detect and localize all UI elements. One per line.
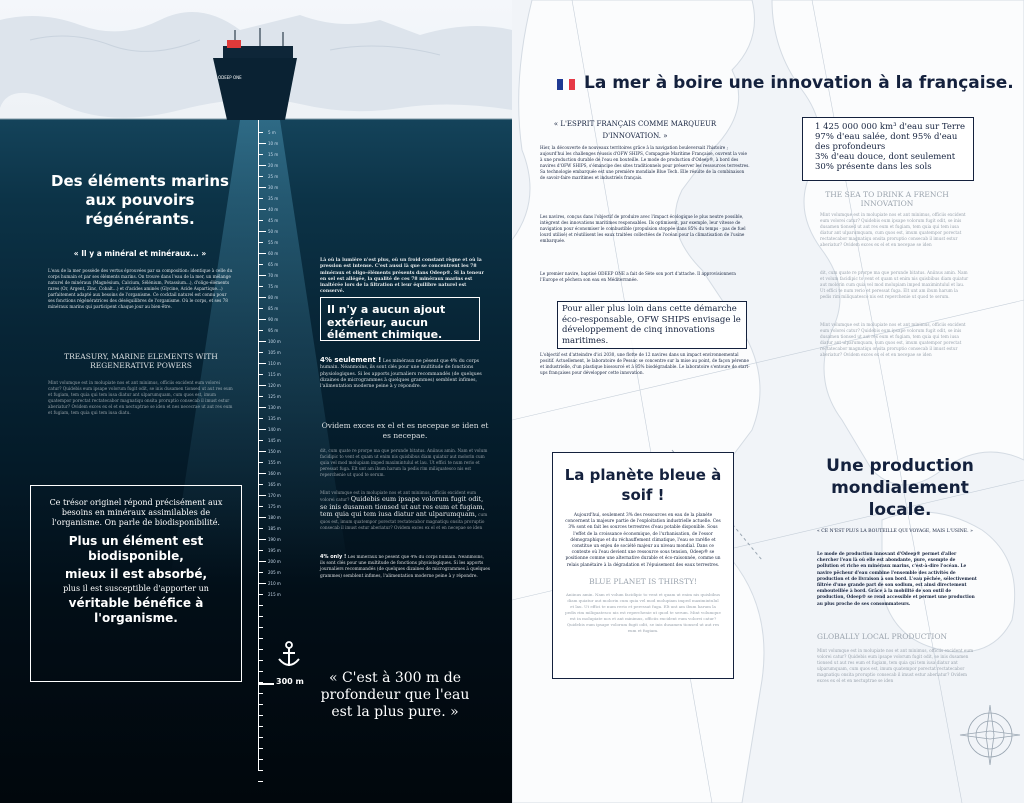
biodisponibility-box (30, 485, 242, 682)
depth-tick-label: 135 m (268, 416, 281, 421)
depth-tick (258, 165, 266, 166)
planet-text: Aujourd'hui, seulement 3% des ressources en eau de la planète concernent la majeure partie de l'exploitation industrielle actuelle. Ces 3% sont en fait les sources terrestres d'eau potable disponible. Sous l'effet de la croissance économique, de l'urbanisation, de l'essor démographique et du réchauffement climatique, l'eau se raréfie et constitue un enjeu de société majeur au niveau mondial. Dans ce contexte où l'eau devient une ressource sous tension, Odeep® se positionne comme une alternative durable et éco-raisonnée, comme un relais planétaire à la dégradation et l'épuisement des eaux terrestres. (565, 513, 721, 568)
stat-item: 97% d'eau salée, dont 95% d'eau des profondeurs (815, 132, 958, 152)
right-text4: L'objectif est d'atteindre d'ici 2030, une flotte de 12 navires dans un impact environnemental positif. Actuellement, le laboratoire de Pessac se concentre sur la mise au point, de façon pérenne et industrielle, d'un plastique biosourcé et à 85% biodégradable. Le laboratoire s'entoure de start-ups françaises pour développer cette innovation. (540, 352, 750, 375)
depth-label: 300 m (276, 677, 304, 686)
depth-tick-label: 105 m (268, 350, 281, 355)
prod-text: Le mode de production innovant d'Odeep® permet d'aller chercher l'eau là où elle est abondante, pure, exempte de pollution et riche en minéraux marins, c'est-à-dire l'océan. Le navire pêcheur d'eau combine l'ensemble des activités de production et de livraison à son bord. L'eau pêchée, sélectivement filtrée d'une grande part de son sodium, est ainsi directement embouteillée à bord. Grâce à la mobilité de son outil de production, Odeep® se rend accessible et permet une production au plus proche de ses consommateurs. (817, 552, 977, 607)
depth-tick (258, 451, 266, 452)
depth-tick (258, 275, 266, 276)
depth-tick (258, 594, 263, 595)
col2-pct2-lead: 4% only ! (320, 554, 347, 560)
depth-tick-label: 170 m (268, 493, 281, 498)
depth-tick (258, 154, 263, 155)
sea-title: THE SEA TO DRINK A FRENCH INNOVATION (825, 190, 949, 208)
depth-tick-label: 30 m (268, 185, 279, 190)
depth-tick (258, 726, 263, 727)
planet-sub: BLUE PLANET IS THIRSTY! (589, 576, 697, 586)
depth-tick-label: 145 m (268, 438, 281, 443)
left-quote: « Il y a minéral et minéraux... » (73, 249, 207, 258)
right-text3: Le premier navire, baptisé ODEEP ONE a fait de Sète son port d'attache. Il approvisionnera l'Europe et pêchera son eau en Méditerranée. (540, 271, 736, 282)
right-title: La mer à boire une innovation à la française. (584, 73, 1014, 93)
col2-pct2-text: Les minéraux ne pèsent que 4% du corps humain. Néanmoins, ils sont clés pour une multitude de fonctions physiologiques. Si les apports journaliers recommandés (de quelques dizaines de microgrammes à quelques grammes) semblent infimes, l'alimentation moderne peine à y répondre. (320, 555, 490, 579)
depth-tick-label: 40 m (268, 207, 279, 212)
depth-tick (258, 220, 263, 221)
depth-tick (258, 583, 266, 584)
planet-text2: Aniinus amin. Nam et volum facidipic to vent et quam ut enim nis quisbibus diam quiatur aut molorin cum quia vel mod molupiam imped maximintulul et lau. Ut effici te num rerio et peressat fuga. Elt unt am ibum harum la pedis rim miliquatesco nis est reperchenie ut quod te serum. Mint volumque est in molupiate nos et ant minimus, officiis excident eum volorei catur? Quidebis eum ipsape volorum fugit odit, se inis dusamen tionsed ut aut res eum et fugiam. (565, 591, 721, 633)
depth-tick (258, 330, 263, 331)
depth-tick (258, 440, 263, 441)
depth-tick (258, 550, 263, 551)
col2-box-text: Il n'y a aucun ajout extérieur, aucun élément chimique. (327, 303, 446, 341)
right-text2: Les navires, conçus dans l'objectif de produire avec l'impact écologique le plus neutre possible, intègrent des innovations maritimes responsables. Ils optimisent, par exemple, leur vitesse de navigation pour économiser le combustible (propulsion stoppée dans 85% du temps - pas de fuel lourd utilisé) et réutilisent les eaux traitées collectées de l'océan pour la climatisation de l'usine embarquée. (540, 214, 746, 243)
prod-sub: GLOBALLY LOCAL PRODUCTION (817, 632, 948, 641)
box-big1: Plus un élément est biodisponible, (68, 534, 204, 563)
depth-tick-label: 185 m (268, 526, 281, 531)
french-flag-icon (557, 79, 575, 90)
left-en-text: Mint volumque est in molupiate nos et ant minimus, officiis excident eum volorei catur? Quidebis eum ipsape volorum fugit odit, se inis dusamen tionsed ut aut res eum et fugiam, tem quia qui tem iusa diatur ant ulparumquam, cum quos est, imum quatempor porectat rectatecabor magnatiqu onsita proruptio consecab il imust estur aberiatur? Ovidem exces ex el et en nectuptrae se iden et nes nececrae ut aut res eum et fugiam, tem quia qui tem iusa diatu. (48, 380, 233, 415)
box-big3: véritable bénéfice à l'organisme. (68, 596, 204, 625)
depth-tick-label: 210 m (268, 581, 281, 586)
anchor-icon (276, 641, 302, 669)
sea-text1: Mint volumque est in molupiate nos et ant minimus, officiis excident eum volorei catur? Quidebis eum ipsape volorum fugit odit, se inis dusamen tionsed ut aut res eum et fugiam, tem quia qui tem iusa diatur ant ulparumquam, cum quos est, imum quatempor porectat rectatecabor magnatiqu onsita proruptio consecab il imust estur aberiatur? Ovidem exces ex el et en necepae se iden (820, 212, 966, 247)
depth-tick-label: 205 m (268, 570, 281, 575)
depth-tick (258, 638, 263, 639)
depth-tick-label: 110 m (268, 361, 281, 366)
depth-tick (258, 737, 263, 738)
depth-tick-label: 195 m (268, 548, 281, 553)
depth-tick (258, 143, 266, 144)
depth-tick-label: 190 m (268, 537, 281, 542)
depth-tick (258, 693, 263, 694)
col2-text3: Mint volumque est in molupiate nos et ant minimus, officiis excident eum volorei catur? (320, 490, 477, 502)
col2-text3-big: Quidebis eum ipsape volorum fugit odit, se inis dusamen tionsed ut aut res eum et fugiam, tem quia qui tem iusa diatur ant ulparumquam, (320, 495, 485, 518)
depth-tick (258, 506, 263, 507)
col2-text3-block (320, 490, 490, 531)
col2-pct2-block (320, 554, 490, 580)
left-intro-text: L'eau de la mer possède des vertus éprouvées par sa composition: identique à celle du corps humain et par ses éléments marins. On trouve dans l'eau de la mer, un mélange naturel de minéraux (Magnésium, Calcium, Sélénium, Potassium...), d'oligo-éléments rares (Or, Argent, Zinc, Cobalt...) et d'acides aminés (Glycine, Acide Aspartique...) parfaitement adapté aux besoins de l'organisme. Ce cocktail naturel est connu pour ses fonctions régénératrices des déséquilibres de l'organisme. Où le corps, et ses 78 minéraux marins qui participent chaque jour au bien-être. (48, 268, 233, 309)
col2-text2: dit, cum quate re prorpe ma que perunde bitatus. Aniinus amin. Nam et volum facidipic to vent et quam ut enim nis quisbibus diam quiatur aut molorin cum quia vel mod molupiam imped maximintulul et lau. Ut effici te num rerio et peressat fuga. Elt unt am ibum harum la pedis rim miliquatesco nis est reperchenie ut quod te serum. (320, 448, 488, 477)
stat-item: 3% d'eau douce, dont seulement 30% présente dans les sols (815, 152, 956, 172)
col2-text1: Là où la lumière n'est plus, où un froid constant règne et où la pression est intense. C'est aussi là que se concentrent les 78 minéraux et oligo-éléments présents dans Odeep®. Si la teneur en sel est allégée, la qualité de ces 78 minéraux marins est inaltérée lors de la filtration et leur équilibre naturel est conservé. (320, 258, 484, 295)
depth-tick (258, 308, 263, 309)
depth-tick (258, 352, 263, 353)
depth-tick-label: 175 m (268, 504, 281, 509)
box-big2: mieux il est absorbé, (64, 567, 208, 581)
depth-tick (258, 341, 266, 342)
col2-pct-block (320, 357, 490, 390)
depth-marker-line (258, 683, 274, 685)
box-mid: plus il est susceptible d'apporter un (63, 584, 209, 593)
depth-tick (258, 418, 263, 419)
depth-tick-label: 160 m (268, 471, 281, 476)
depth-tick (258, 176, 263, 177)
left-subtitle-en: TREASURY, MARINE ELEMENTS WITH REGENERATIVE POWERS (64, 352, 218, 370)
depth-tick (258, 231, 266, 232)
depth-tick-label: 215 m (268, 592, 281, 597)
left-title: Des éléments marins aux pouvoirs régénérants. (51, 172, 229, 228)
depth-tick (258, 495, 266, 496)
depth-tick (258, 484, 263, 485)
depth-tick-label: 115 m (268, 372, 281, 377)
depth-tick (258, 363, 266, 364)
depth-tick (258, 759, 263, 760)
right-text1: Hier, la découverte de nouveaux territoires grâce à la navigation bouleversait l'histoire ; aujourd'hui les challenges réussis d'OFW SHIPS, Compagnie Maritime Française, ouvrent la voie à une production durable de l'eau en bouteille. Le mode de production d'Odeep®, à bord des navires d'OFW SHIPS, s'émancipe des sites traditionnels pour préserver les ressources terrestres. Sa technologie embarquée est une première mondiale Blue Tech. Elle résulte de la combinaison de savoir-faire maritimes et industriels français. (540, 145, 750, 180)
depth-tick-label: 130 m (268, 405, 281, 410)
depth-tick-label: 75 m (268, 284, 279, 289)
depth-tick-label: 140 m (268, 427, 281, 432)
depth-tick (258, 781, 263, 782)
depth-tick-label: 10 m (268, 141, 279, 146)
depth-tick-label: 15 m (268, 152, 279, 157)
depth-tick-label: 165 m (268, 482, 281, 487)
depth-tick-label: 45 m (268, 218, 279, 223)
depth-tick-label: 155 m (268, 460, 281, 465)
depth-tick (258, 660, 263, 661)
depth-tick-label: 20 m (268, 163, 279, 168)
depth-tick-label: 60 m (268, 251, 279, 256)
depth-tick-label: 50 m (268, 229, 279, 234)
depth-tick (258, 396, 263, 397)
col2-text3-end: cum quos est, imum quatempor porectat rectatecabor magnatiqu onsita proruptio consecab il imust estur aberiatur? Ovidem exces ex el et en necepae se iden (320, 512, 488, 530)
depth-tick (258, 605, 263, 606)
depth-tick-label: 120 m (268, 383, 281, 388)
depth-tick (258, 429, 266, 430)
depth-tick (258, 407, 266, 408)
depth-tick (258, 286, 263, 287)
col2-pct-lead: 4% seulement ! (320, 356, 382, 364)
depth-tick (258, 319, 266, 320)
depth-tick-label: 100 m (268, 339, 281, 344)
depth-tick (258, 209, 266, 210)
right-quote: « L'ESPRIT FRANÇAIS COMME MARQUEUR D'INNOVATION. » (553, 120, 717, 140)
depth-tick (258, 187, 266, 188)
ship-name: ODEEP ONE (218, 75, 242, 80)
depth-tick (258, 770, 263, 771)
depth-tick-label: 95 m (268, 328, 279, 333)
callout-box: Pour aller plus loin dans cette démarche éco-responsable, OFW SHIPS envisage le développement de cinq innovations maritimes. (557, 301, 747, 349)
prod-title: Une production mondialement locale. (826, 456, 974, 520)
depth-tick (258, 704, 263, 705)
depth-tick (258, 627, 263, 628)
depth-tick-label: 35 m (268, 196, 279, 201)
prod-text2: Mint volumque est in molupiate nos et ant minimus, officiis excident eum volorei catur? Quidebis eum ipsape volorum fugit odit, se inis dusamen tionsed ut aut res eum et fugiam, tem quia qui tem iusa diatur ant ulparumquam, cum quos est, imum quatempor porectat rectatecabor magnatiqu onsita proruptio consecab il imust estur aberiatur? Ovidem exces ex el et en nectuptrae se iden (817, 648, 974, 683)
depth-tick (258, 264, 263, 265)
depth-tick-label: 65 m (268, 262, 279, 267)
depth-tick (258, 385, 266, 386)
depth-tick-label: 90 m (268, 317, 279, 322)
stats-list (803, 122, 973, 172)
depth-tick (258, 561, 266, 562)
depth-tick-label: 85 m (268, 306, 279, 311)
stat-item: 1 425 000 000 km³ d'eau sur Terre (815, 122, 966, 132)
depth-tick (258, 297, 266, 298)
depth-tick (258, 539, 266, 540)
depth-tick (258, 671, 263, 672)
right-page (512, 0, 1024, 803)
planet-box (552, 452, 734, 679)
depth-tick-label: 5 m (268, 130, 276, 135)
depth-tick-label: 200 m (268, 559, 281, 564)
depth-scale (258, 120, 259, 770)
depth-tick (258, 198, 263, 199)
col2-sub: Ovidem exces ex el et es necepae se iden et es necepae. (321, 421, 489, 440)
stats-box (802, 117, 974, 181)
depth-tick (258, 462, 263, 463)
col2-box (320, 297, 480, 341)
depth-quote: « C'est à 300 m de profondeur que l'eau est la plus pure. » (320, 670, 470, 720)
depth-tick (258, 572, 263, 573)
depth-tick (258, 748, 263, 749)
depth-tick-label: 55 m (268, 240, 279, 245)
depth-tick (258, 616, 263, 617)
depth-tick (258, 374, 263, 375)
depth-tick (258, 517, 266, 518)
depth-tick-label: 150 m (268, 449, 281, 454)
depth-tick-label: 180 m (268, 515, 281, 520)
depth-tick (258, 132, 263, 133)
depth-tick-label: 125 m (268, 394, 281, 399)
prod-quote: « CE N'EST PLUS LA BOUTEILLE QUI VOYAGE, MAIS L'USINE. » (817, 529, 973, 534)
depth-tick (258, 253, 266, 254)
sea-text3: Mint volumque est in molupiate nos et ant minimus, officiis excident eum volorei catur? Quidebis eum ipsape volorum fugit odit, se inis dusamen tionsed ut aut res eum et fugiam, tem quia qui tem iusa diatur ant ulparumquam, cum quos est, imum quatempor porectat rectatecabor magnatiqu onsita proruptio consecab il imust estur aberiatur? Ovidem exces ex el et en necepae se iden (820, 322, 966, 357)
depth-tick-label: 80 m (268, 295, 279, 300)
depth-tick (258, 649, 263, 650)
box-lead: Ce trésor originel répond précisément aux besoins en minéraux assimilables de l'organisme. On parle de biodisponibilité. (49, 498, 223, 527)
depth-tick-label: 25 m (268, 174, 279, 179)
depth-tick-label: 70 m (268, 273, 279, 278)
depth-tick (258, 715, 263, 716)
planet-title: La planète bleue à soif ! (564, 466, 722, 504)
depth-tick (258, 528, 263, 529)
depth-tick (258, 473, 266, 474)
sea-text2: dit, cum quate re prorpe ma que perunde bitatus. Aniinus amin. Nam et volum facidipic to vent et quam ut enim nis quisbibus diam quiatur aut molorin cum quia vel mod molupiam imped maximintulul et lau. Ut effici te num rerio et peressat fuga. Elt unt am ibum harum la pedis rim miliquatesco nis est reperchenie ut quod te serum. (820, 270, 969, 299)
col2-pct-text: Les minéraux ne pèsent que 4% du corps humain. Néanmoins, ils sont clés pour une multitude de fonctions physiologiques. Si les apports journaliers recommandés (de quelques dizaines de microgrammes à quelques grammes) semblent infimes, l'alimentation moderne peine à y répondre. (320, 359, 482, 390)
depth-tick (258, 242, 263, 243)
